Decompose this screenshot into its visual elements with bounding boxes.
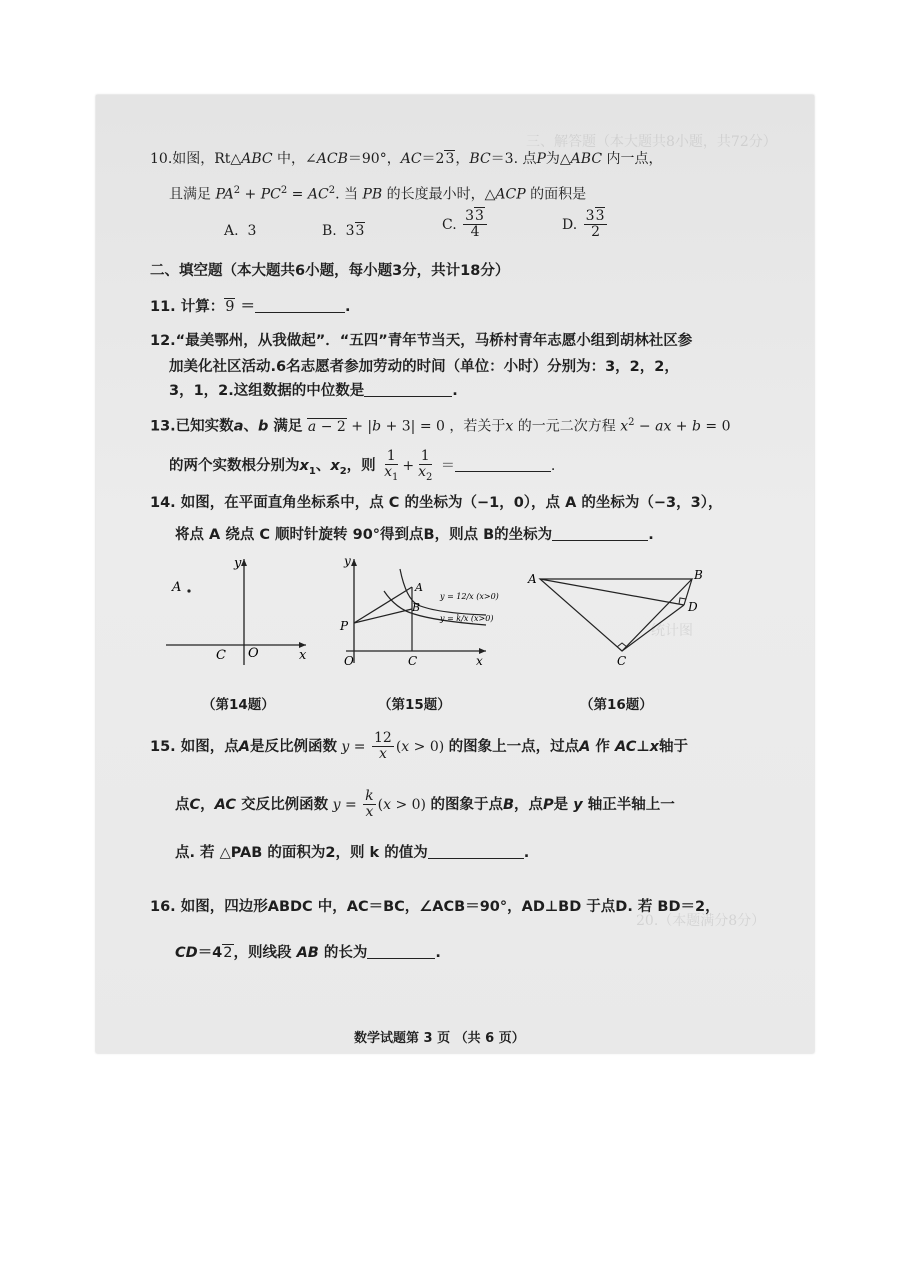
point-c-label: C — [617, 654, 627, 668]
q12-line2: 加美化社区活动.6名志愿者参加劳动的时间（单位：小时）分别为：3，2，2， — [169, 359, 679, 375]
section-heading: 二、填空题（本大题共6小题，每小题3分，共计18分） — [150, 263, 510, 279]
point-a-label: A — [415, 581, 423, 594]
q15-line1: 15. 如图，点A是反比例函数 y = $\frac{12}{x}$ (x > 0) 的图象上一点，过点A 作 AC⊥x轴于 — [150, 730, 689, 763]
q15-line3: 点. 若 △PAB 的面积为2，则 k 的值为 . — [175, 845, 530, 861]
curve2-label: y = k/x (x>0) — [440, 614, 494, 623]
figure-15 — [336, 551, 506, 676]
figure-14 — [156, 553, 336, 673]
x-axis-label: x — [476, 654, 483, 668]
q12-line1: 12.“最美鄂州，从我做起”．“五四”青年节当天，马桥村青年志愿小组到胡林社区参 — [150, 333, 693, 349]
y-axis-label: y — [234, 556, 242, 571]
q15-line2: 点C，AC 交反比例函数 y = $\frac{k}{x}$ (x > 0) 的图象于点B，点P是 y 轴正半轴上一 — [175, 788, 675, 821]
point-a-label: A — [172, 580, 182, 595]
bleed-through-text: 20.（本题满分8分） — [636, 913, 766, 929]
q16-line1: 16. 如图，四边形ABDC 中，AC＝BC，∠ACB＝90°，AD⊥BD 于点D. 若 BD＝2， — [150, 899, 720, 915]
q10-option-b: B. 33 — [322, 223, 365, 239]
y-axis-label: y — [344, 554, 351, 568]
point-b-label: B — [412, 601, 421, 614]
q10-line1: 10.如图，Rt△ABC 中，∠ACB＝90°，AC＝23，BC＝3. 点P为△ABC 内一点， — [150, 151, 663, 167]
point-c-label: C — [216, 648, 226, 663]
point-a-label: A — [528, 572, 537, 586]
q10-line2: 且满足 $PA^2 + PC^2 = AC^2$. 当 PB 的长度最小时，△ACP 的面积是 — [169, 185, 587, 203]
caption-fig15: （第15题） — [378, 697, 451, 713]
origin-label: O — [248, 646, 259, 661]
bleed-through-text: 三、解答题（本大题共8小题，共72分） — [526, 134, 777, 150]
q14-line2: 将点 A 绕点 C 顺时针旋转 90°得到点B，则点 B的坐标为 . — [175, 527, 654, 543]
caption-fig16: （第16题） — [580, 697, 653, 713]
q14-line1: 14. 如图，在平面直角坐标系中，点 C 的坐标为（−1，0），点 A 的坐标为（−3，3）， — [150, 495, 723, 511]
q11: 11. 计算：9 ＝ . — [150, 299, 351, 315]
bleed-through-text: 统计图 — [651, 623, 693, 639]
figure-16 — [526, 565, 716, 675]
point-c-label: C — [408, 654, 418, 668]
q10-option-a: A. 3 — [224, 223, 257, 239]
origin-label: O — [344, 654, 354, 668]
page-footer: 数学试题第 3 页 （共 6 页） — [354, 1031, 525, 1046]
curve1-label: y = 12/x (x>0) — [440, 592, 499, 601]
point-d-label: D — [688, 600, 698, 614]
x-axis-label: x — [299, 648, 307, 663]
q10-option-d: D. $\frac{33}{2}$ — [562, 209, 609, 241]
point-a — [187, 589, 190, 592]
point-p-label: P — [340, 619, 349, 633]
exam-page — [96, 95, 814, 1053]
point-b-label: B — [694, 568, 703, 582]
q12-line3: 3，1，2.这组数据的中位数是 . — [169, 383, 458, 399]
q16-line2: CD＝42，则线段 AB 的长为 . — [175, 945, 441, 961]
q10-option-c: C. $\frac{33}{4}$ — [442, 209, 489, 241]
q13-line2: 的两个实数根分别为$x_1$、$x_2$，则 $\frac{1}{x_1}$ + $\frac{1}{x_2}$ ＝ . — [169, 448, 556, 484]
caption-fig14: （第14题） — [202, 697, 275, 713]
q13-line1: 13.已知实数a、b 满足 a − 2 + |b + 3| = 0 ，若关于x 的一元二次方程 $x^2$ − ax + b = 0 — [150, 417, 731, 435]
